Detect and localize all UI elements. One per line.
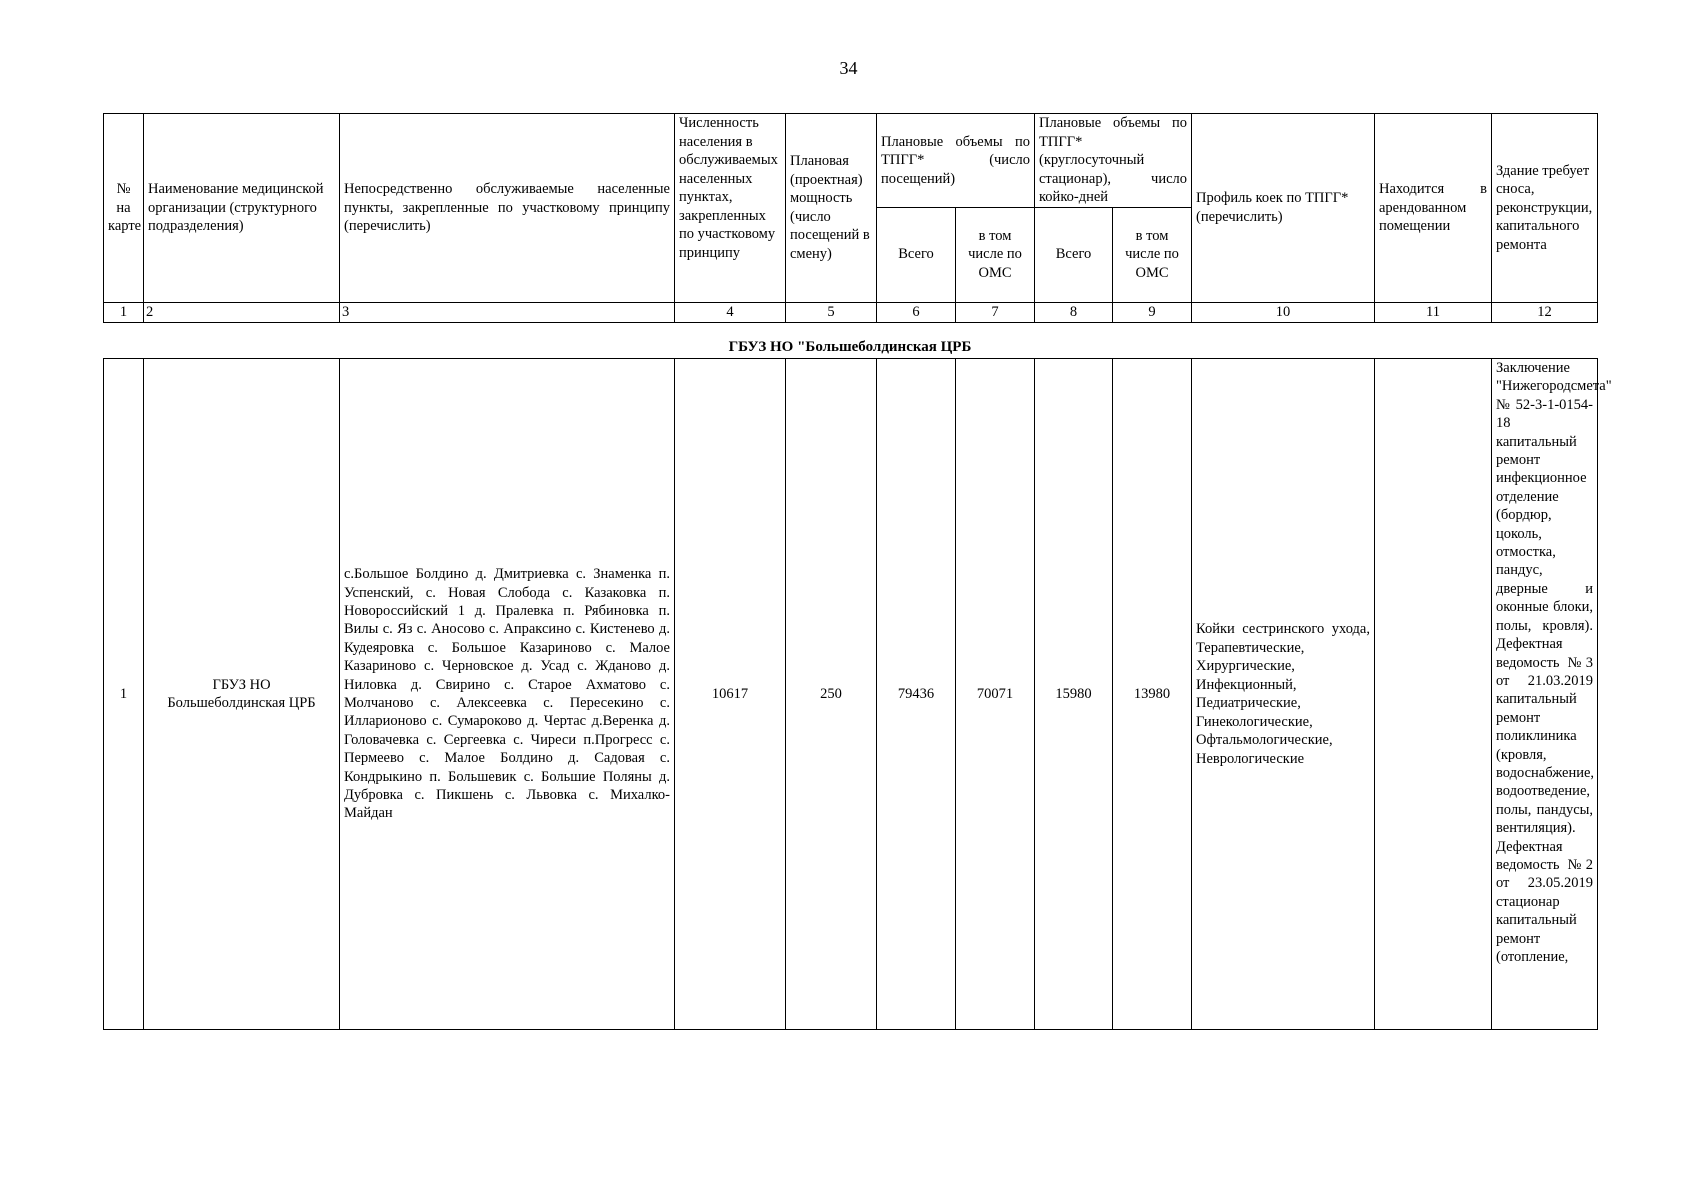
column-number: 1 bbox=[104, 302, 144, 322]
page-number: 34 bbox=[839, 58, 858, 78]
header-col-rented: Находится в арендованном помещении bbox=[1375, 114, 1492, 303]
row-organization: ГБУЗ НО Большеболдинская ЦРБ bbox=[144, 359, 340, 1030]
row-bed-profiles: Койки сестринского ухода, Терапевтические, Хирургические, Инфекционный, Педиатрические, Гинекологические, Офтальмологические, Неврологические bbox=[1192, 359, 1375, 1030]
header-col-beddays-volume: Плановые объемы по ТПГГ* (круглосуточный стационар), число койко-дней bbox=[1035, 114, 1192, 208]
column-number: 8 bbox=[1035, 302, 1113, 322]
header-col-capacity: Плановая (проектная) мощность (число посещений в смену) bbox=[786, 114, 877, 303]
row-beddays-oms: 13980 bbox=[1113, 359, 1192, 1030]
data-table bbox=[103, 358, 1612, 1030]
row-renovation-remarks: Заключение "Нижегородсмета" №52-3-1-0154-18 капитальный ремонт инфекционное отделение (бордюр, цоколь, отмостка, пандус, дверные и оконные блоки, полы, кровля). Дефектная ведомость №3 от 21.03.2019 капитальный ремонт поликлиника (кровля, водоснабжение, водоотведение, полы, пандусы, вентиляция). Дефектная ведомость №2 от 23.05.2019 стационар капитальный ремонт (отопление, bbox=[1492, 359, 1598, 1030]
column-number: 2 bbox=[144, 302, 340, 322]
header-col-visits-oms: в том числе по ОМС bbox=[956, 207, 1035, 302]
header-col-beddays-total: Всего bbox=[1035, 207, 1113, 302]
header-col-settlements: Непосредственно обслуживаемые населенные пункты, закрепленные по участковому принципу (перечислить) bbox=[340, 114, 675, 303]
header-col-bed-profiles: Профиль коек по ТПГГ* (перечислить) bbox=[1192, 114, 1375, 303]
header-col-organization: Наименование медицинской организации (структурного подразделения) bbox=[144, 114, 340, 303]
row-population: 10617 bbox=[675, 359, 786, 1030]
header-col-visits-total: Всего bbox=[877, 207, 956, 302]
header-col-population: Численность населения в обслуживаемых населенных пунктах, закрепленных по участковому принципу bbox=[675, 114, 786, 303]
row-beddays-total: 15980 bbox=[1035, 359, 1113, 1030]
column-number: 3 bbox=[340, 302, 675, 322]
column-number: 4 bbox=[675, 302, 786, 322]
row-number: 1 bbox=[104, 359, 144, 1030]
table-row bbox=[104, 359, 1598, 1030]
column-number: 11 bbox=[1375, 302, 1492, 322]
column-number: 10 bbox=[1192, 302, 1375, 322]
row-capacity: 250 bbox=[786, 359, 877, 1030]
column-number: 9 bbox=[1113, 302, 1192, 322]
row-settlements: с.Большое Болдино д. Дмитриевка с. Знаменка п. Успенский, с. Новая Слобода с. Казаковка п. Новороссийский 1 д. Пралевка п. Рябиновка п. Вилы с. Яз с. Аносово с. Апраксино с. Кистенево д. Кудеяровка с. Большое Казариново с. Малое Казариново с. Черновское д. Усад с. Жданово д. Ниловка д. Свирино с. Старое Ахматово с. Молчаново с. Алексеевка с. Пересекино с. Илларионово с. Сумароково д. Чертас д.Веренка д. Головачевка с. Сергеевка с. Чиреси п.Прогресс с. Пермеево с. Малое Болдино д. Садовая с. Кондрыкино п. Большевик с. Большие Поляны д. Дубровка с. Пикшень с. Львовка с. Михалко-Майдан bbox=[340, 359, 675, 1030]
section-title: ГБУЗ НО "Большеболдинская ЦРБ bbox=[728, 339, 972, 355]
row-visits-total: 79436 bbox=[877, 359, 956, 1030]
header-table bbox=[103, 113, 1598, 323]
column-number: 7 bbox=[956, 302, 1035, 322]
row-visits-oms: 70071 bbox=[956, 359, 1035, 1030]
header-col-beddays-oms: в том числе по ОМС bbox=[1113, 207, 1192, 302]
column-number: 12 bbox=[1492, 302, 1598, 322]
header-col-visits-volume: Плановые объемы по ТПГГ* (число посещений) bbox=[877, 114, 1035, 208]
column-numbers-row bbox=[104, 302, 1598, 322]
row-rented bbox=[1375, 359, 1492, 1030]
column-number: 6 bbox=[877, 302, 956, 322]
column-number: 5 bbox=[786, 302, 877, 322]
header-col-number: № на карте bbox=[104, 114, 144, 303]
header-col-renovation: Здание требует сноса, реконструкции, капитального ремонта bbox=[1492, 114, 1598, 303]
